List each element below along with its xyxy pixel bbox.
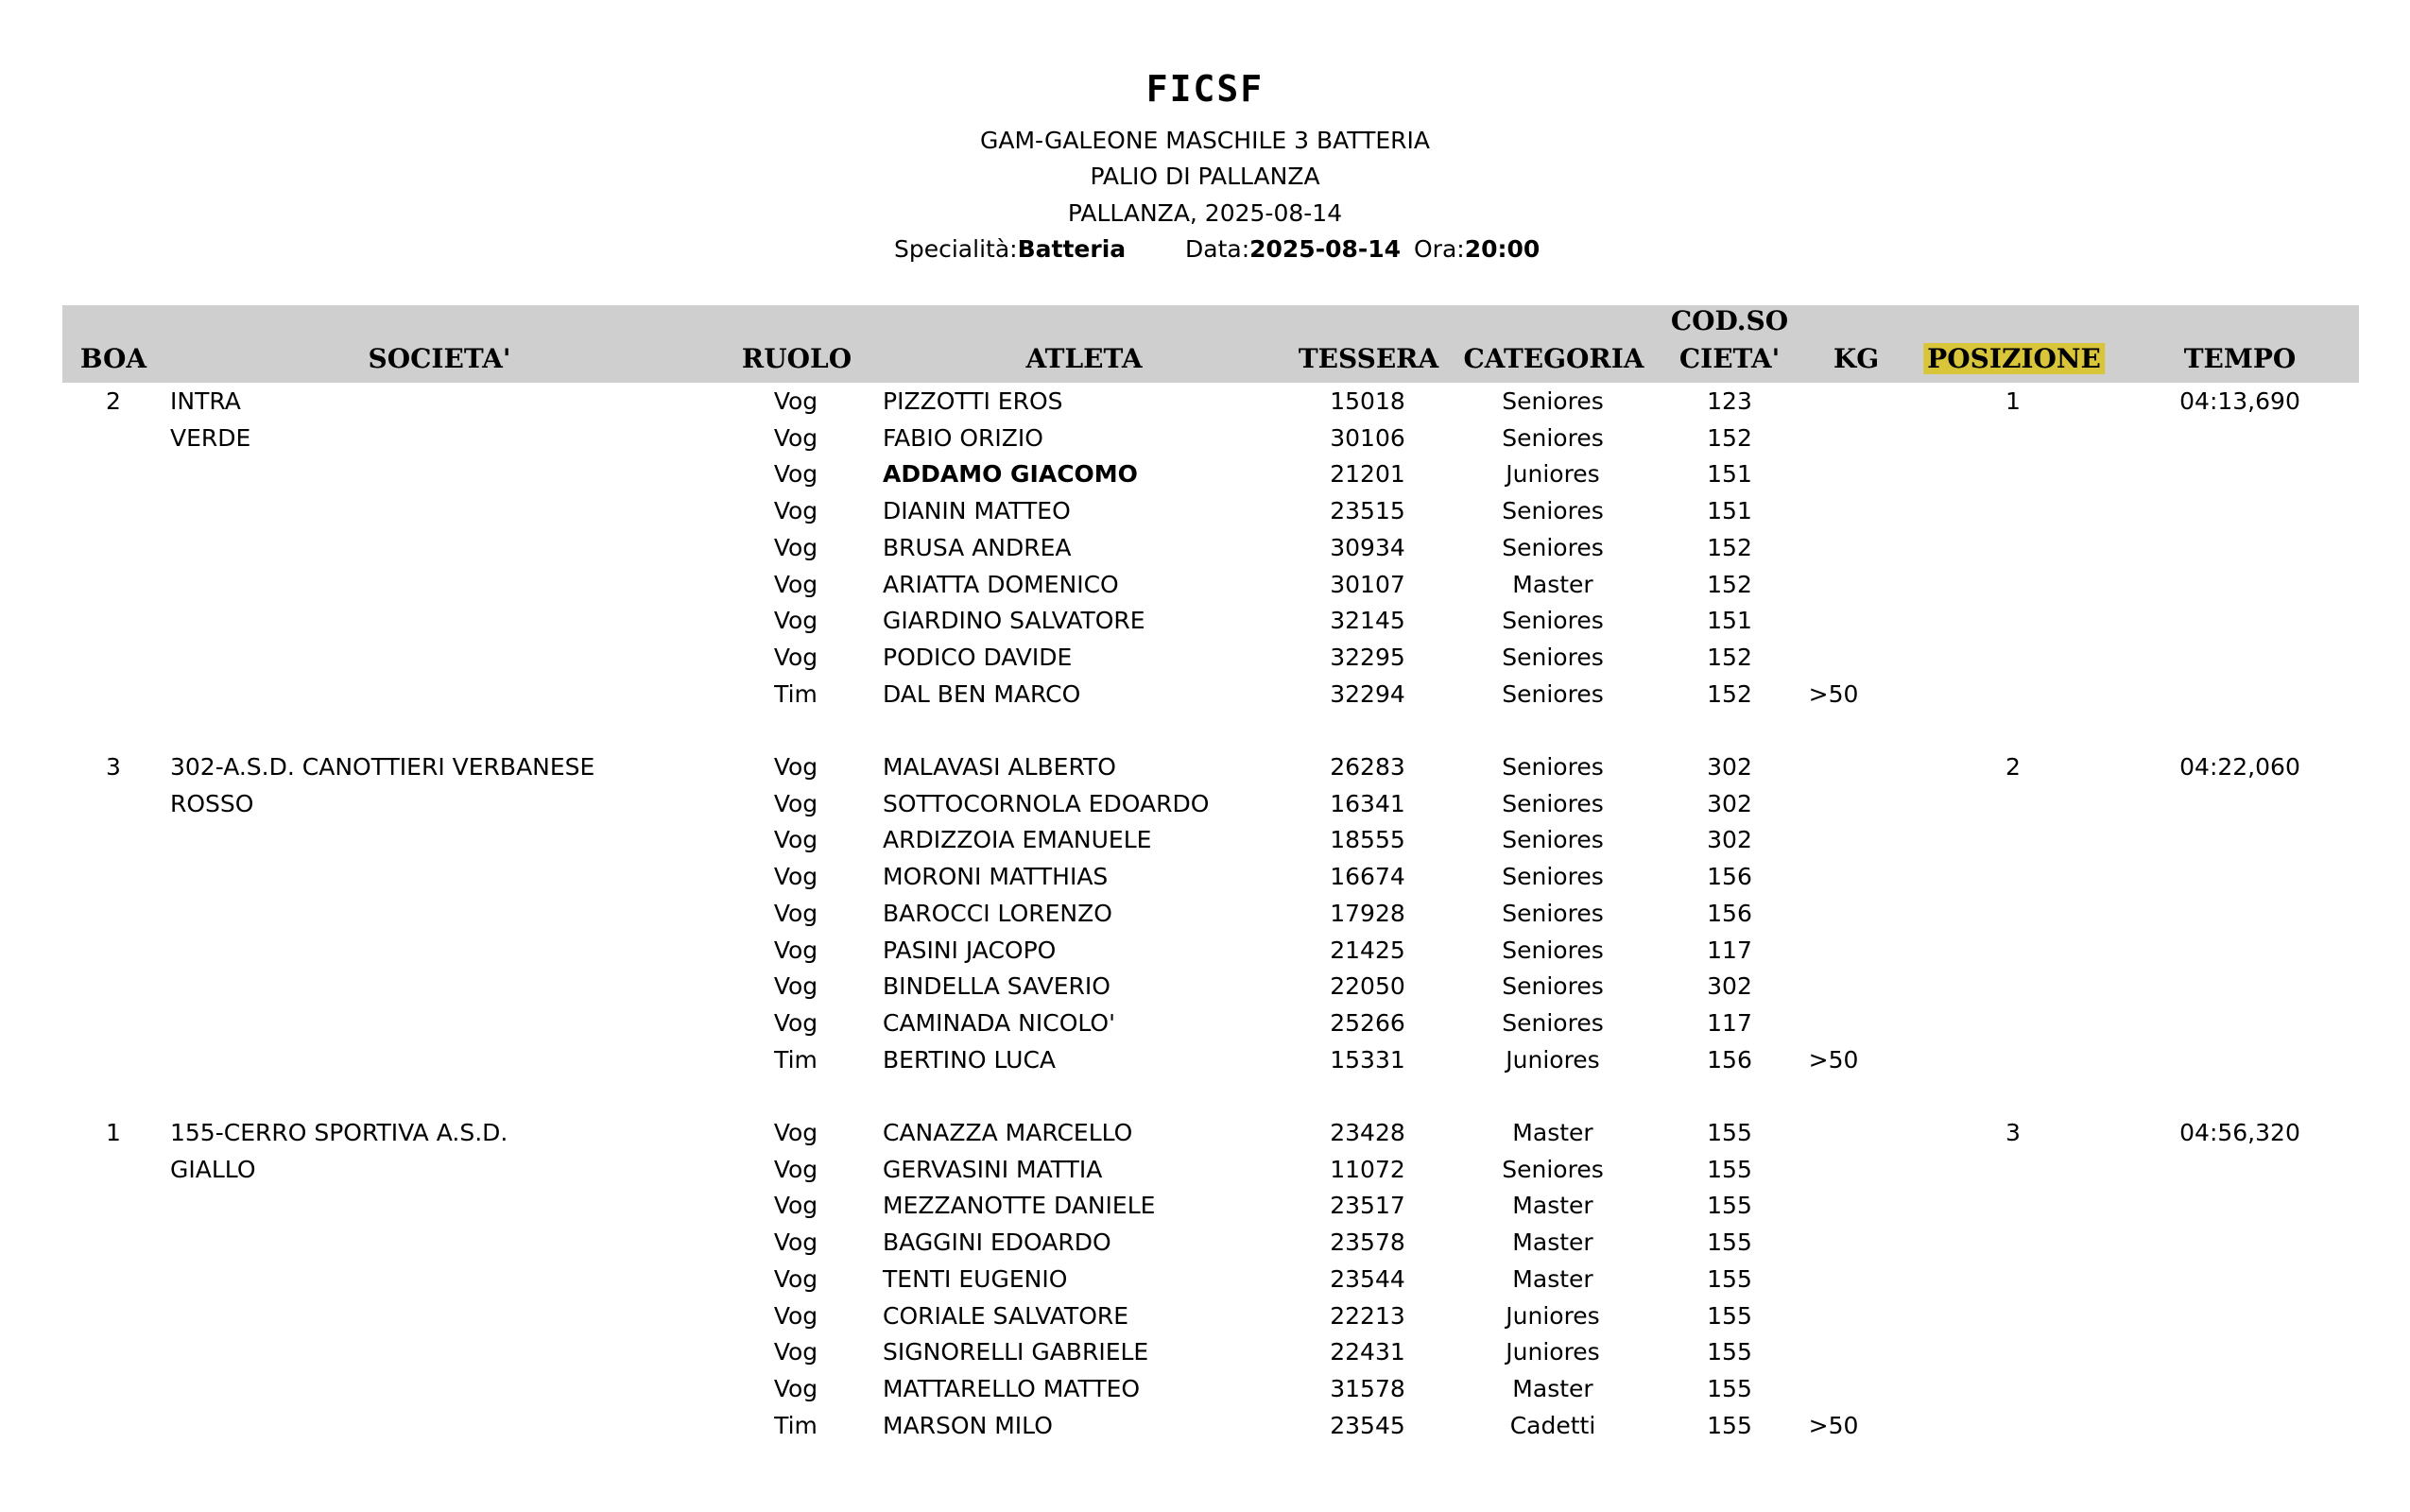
tessera-cell: 15331 <box>1330 1045 1405 1074</box>
tessera-cell: 23544 <box>1330 1264 1405 1293</box>
ruolo-cell: Vog <box>773 607 818 635</box>
tessera-cell: 23515 <box>1330 497 1405 525</box>
ruolo-cell: Vog <box>773 1301 818 1330</box>
table-row <box>0 749 2410 785</box>
data-field <box>1185 232 1401 267</box>
table-row <box>0 567 2410 603</box>
atleta-cell: ARDIZZOIA EMANUELE <box>883 826 1152 854</box>
categoria-cell: Seniores <box>1502 497 1604 525</box>
categoria-cell: Master <box>1512 1264 1593 1293</box>
cod-societa-cell: 151 <box>1707 497 1752 525</box>
atleta-cell: BINDELLA SAVERIO <box>883 972 1110 1001</box>
cod-societa-cell: 151 <box>1707 460 1752 489</box>
cod-societa-cell: 302 <box>1707 753 1752 781</box>
ruolo-cell: Vog <box>773 643 818 671</box>
tessera-cell: 23517 <box>1330 1192 1405 1220</box>
tessera-cell: 22050 <box>1330 972 1405 1001</box>
cod-societa-cell: 155 <box>1707 1301 1752 1330</box>
tempo-cell: 04:56,320 <box>2179 1119 2300 1146</box>
tessera-cell: 21201 <box>1330 460 1405 489</box>
boa-cell: 3 <box>106 753 121 781</box>
ruolo-cell: Vog <box>773 1155 818 1183</box>
cod-societa-cell: 155 <box>1707 1155 1752 1183</box>
specialita-value: Batteria <box>1017 235 1127 263</box>
col-atleta: ATLETA <box>1025 343 1143 374</box>
categoria-cell: Master <box>1512 1119 1593 1146</box>
atleta-cell: BAROCCI LORENZO <box>883 899 1112 927</box>
cod-societa-cell: 151 <box>1707 607 1752 635</box>
atleta-cell: DIANIN MATTEO <box>883 497 1071 525</box>
ruolo-cell: Vog <box>773 570 818 598</box>
atleta-cell: SIGNORELLI GABRIELE <box>883 1338 1149 1366</box>
table-row <box>0 1115 2410 1151</box>
tessera-cell: 30107 <box>1330 570 1405 598</box>
tessera-cell: 16341 <box>1330 789 1405 817</box>
specialita-label: Specialità: <box>894 235 1018 263</box>
ruolo-cell: Vog <box>773 1338 818 1366</box>
categoria-cell: Juniores <box>1506 1338 1600 1366</box>
categoria-cell: Seniores <box>1502 679 1604 708</box>
cod-societa-cell: 156 <box>1707 899 1752 927</box>
ruolo-cell: Tim <box>774 1411 818 1439</box>
table-row <box>0 859 2410 895</box>
ruolo-cell: Vog <box>773 1119 818 1146</box>
atleta-cell: CORIALE SALVATORE <box>883 1301 1129 1330</box>
categoria-cell: Seniores <box>1502 1008 1604 1037</box>
ruolo-cell: Vog <box>773 497 818 525</box>
tessera-cell: 31578 <box>1330 1374 1405 1402</box>
tessera-cell: 32295 <box>1330 643 1405 671</box>
data-value: 2025-08-14 <box>1249 235 1402 263</box>
posizione-cell: 2 <box>2005 753 2021 781</box>
ruolo-cell: Vog <box>773 1374 818 1402</box>
categoria-cell: Seniores <box>1502 826 1604 854</box>
atleta-cell: MEZZANOTTE DANIELE <box>883 1192 1156 1220</box>
ruolo-cell: Vog <box>773 753 818 781</box>
col-categoria: CATEGORIA <box>1463 343 1644 374</box>
tessera-cell: 32294 <box>1330 679 1405 708</box>
event-title: GAM-GALEONE MASCHILE 3 BATTERIA <box>979 127 1431 154</box>
tessera-cell: 17928 <box>1330 899 1405 927</box>
table-row <box>0 822 2410 858</box>
palio-title: PALIO DI PALLANZA <box>1090 163 1320 190</box>
colore-cell: ROSSO <box>170 789 254 817</box>
categoria-cell: Seniores <box>1502 607 1604 635</box>
tessera-cell: 23578 <box>1330 1228 1405 1257</box>
atleta-cell: ARIATTA DOMENICO <box>883 570 1119 598</box>
table-header <box>62 305 2359 383</box>
atleta-cell: DAL BEN MARCO <box>883 679 1081 708</box>
cod-societa-cell: 302 <box>1707 972 1752 1001</box>
cod-societa-cell: 155 <box>1707 1192 1752 1220</box>
cod-societa-cell: 123 <box>1707 387 1752 415</box>
cod-societa-cell: 152 <box>1707 570 1752 598</box>
tessera-cell: 23428 <box>1330 1119 1405 1146</box>
cod-societa-cell: 156 <box>1707 863 1752 891</box>
table-row <box>0 640 2410 676</box>
table-row <box>0 421 2410 456</box>
atleta-cell: MORONI MATTHIAS <box>883 863 1109 891</box>
col-codsoc-line1: COD.SO <box>1670 305 1789 336</box>
cod-societa-cell: 155 <box>1707 1228 1752 1257</box>
posizione-highlight: POSIZIONE <box>1923 343 2105 374</box>
table-row <box>0 1371 2410 1407</box>
ruolo-cell: Vog <box>773 423 818 452</box>
cod-societa-cell: 152 <box>1707 643 1752 671</box>
colore-cell: GIALLO <box>170 1155 256 1183</box>
categoria-cell: Seniores <box>1502 936 1604 964</box>
table-row <box>0 1188 2410 1224</box>
tessera-cell: 21425 <box>1330 936 1405 964</box>
atleta-cell: PIZZOTTI EROS <box>883 387 1063 415</box>
colore-cell: VERDE <box>170 423 251 452</box>
kg-cell: >50 <box>1808 1411 1859 1439</box>
table-row <box>0 456 2410 492</box>
societa-cell: 155-CERRO SPORTIVA A.S.D. <box>170 1119 508 1146</box>
table-row <box>0 1334 2410 1370</box>
boa-cell: 2 <box>106 387 121 415</box>
categoria-cell: Seniores <box>1502 423 1604 452</box>
categoria-cell: Seniores <box>1502 753 1604 781</box>
ruolo-cell: Vog <box>773 936 818 964</box>
categoria-cell: Seniores <box>1502 899 1604 927</box>
col-tempo: TEMPO <box>2183 343 2297 374</box>
tessera-cell: 30934 <box>1330 533 1405 561</box>
org-title: FICSF <box>1145 68 1265 110</box>
ruolo-cell: Vog <box>773 1264 818 1293</box>
cod-societa-cell: 155 <box>1707 1411 1752 1439</box>
cod-societa-cell: 156 <box>1707 1045 1752 1074</box>
table-row <box>0 1225 2410 1261</box>
atleta-cell: BERTINO LUCA <box>883 1045 1057 1074</box>
table-row <box>0 677 2410 713</box>
tessera-cell: 26283 <box>1330 753 1405 781</box>
tessera-cell: 11072 <box>1330 1155 1405 1183</box>
atleta-cell: CAMINADA NICOLO' <box>883 1008 1115 1037</box>
atleta-cell: GERVASINI MATTIA <box>883 1155 1103 1183</box>
ruolo-cell: Vog <box>773 972 818 1001</box>
categoria-cell: Seniores <box>1502 1155 1604 1183</box>
col-ruolo: RUOLO <box>741 343 852 374</box>
ruolo-cell: Vog <box>773 863 818 891</box>
table-row <box>0 786 2410 822</box>
categoria-cell: Seniores <box>1502 533 1604 561</box>
cod-societa-cell: 117 <box>1707 1008 1752 1037</box>
table-row <box>0 1005 2410 1041</box>
tessera-cell: 32145 <box>1330 607 1405 635</box>
atleta-cell: FABIO ORIZIO <box>883 423 1043 452</box>
atleta-cell: MARSON MILO <box>883 1411 1053 1439</box>
cod-societa-cell: 117 <box>1707 936 1752 964</box>
societa-cell: 302-A.S.D. CANOTTIERI VERBANESE <box>170 753 595 781</box>
col-tessera: TESSERA <box>1298 343 1439 374</box>
tempo-cell: 04:13,690 <box>2179 387 2300 415</box>
table-row <box>0 530 2410 566</box>
atleta-cell: CANAZZA MARCELLO <box>883 1119 1133 1146</box>
table-row <box>0 384 2410 420</box>
boa-cell: 1 <box>106 1119 121 1146</box>
atleta-cell: PASINI JACOPO <box>883 936 1057 964</box>
tessera-cell: 15018 <box>1330 387 1405 415</box>
atleta-cell: SOTTOCORNOLA EDOARDO <box>883 789 1210 817</box>
atleta-cell: ADDAMO GIACOMO <box>883 460 1138 489</box>
cod-societa-cell: 302 <box>1707 826 1752 854</box>
ruolo-cell: Vog <box>773 1008 818 1037</box>
categoria-cell: Master <box>1512 1228 1593 1257</box>
categoria-cell: Master <box>1512 1192 1593 1220</box>
atleta-cell: TENTI EUGENIO <box>883 1264 1068 1293</box>
ruolo-cell: Vog <box>773 460 818 489</box>
cod-societa-cell: 155 <box>1707 1338 1752 1366</box>
tempo-cell: 04:22,060 <box>2179 753 2300 781</box>
categoria-cell: Seniores <box>1502 789 1604 817</box>
categoria-cell: Master <box>1512 1374 1593 1402</box>
categoria-cell: Juniores <box>1506 1045 1600 1074</box>
table-row <box>0 1042 2410 1078</box>
categoria-cell: Master <box>1512 570 1593 598</box>
ruolo-cell: Vog <box>773 1192 818 1220</box>
categoria-cell: Juniores <box>1506 460 1600 489</box>
kg-cell: >50 <box>1808 1045 1859 1074</box>
tessera-cell: 18555 <box>1330 826 1405 854</box>
cod-societa-cell: 155 <box>1707 1374 1752 1402</box>
cod-societa-cell: 152 <box>1707 423 1752 452</box>
ruolo-cell: Vog <box>773 1228 818 1257</box>
categoria-cell: Seniores <box>1502 972 1604 1001</box>
categoria-cell: Cadetti <box>1509 1411 1596 1439</box>
cod-societa-cell: 155 <box>1707 1119 1752 1146</box>
col-codsoc-line2: CIETA' <box>1678 343 1781 374</box>
atleta-cell: MALAVASI ALBERTO <box>883 753 1116 781</box>
kg-cell: >50 <box>1808 679 1859 708</box>
ora-field <box>1414 232 1540 267</box>
cod-societa-cell: 155 <box>1707 1264 1752 1293</box>
cod-societa-cell: 302 <box>1707 789 1752 817</box>
cod-societa-cell: 152 <box>1707 533 1752 561</box>
atleta-cell: BRUSA ANDREA <box>883 533 1072 561</box>
col-posizione <box>1923 343 2105 374</box>
ora-value: 20:00 <box>1464 235 1541 263</box>
table-row <box>0 493 2410 529</box>
societa-cell: INTRA <box>170 387 241 415</box>
ruolo-cell: Vog <box>773 533 818 561</box>
data-label: Data: <box>1185 235 1250 263</box>
table-row <box>0 1408 2410 1444</box>
tessera-cell: 22431 <box>1330 1338 1405 1366</box>
col-societa: SOCIETA' <box>368 343 511 374</box>
categoria-cell: Seniores <box>1502 643 1604 671</box>
atleta-cell: GIARDINO SALVATORE <box>883 607 1145 635</box>
tessera-cell: 16674 <box>1330 863 1405 891</box>
ruolo-cell: Tim <box>774 1045 818 1074</box>
table-row <box>0 1298 2410 1334</box>
ora-label: Ora: <box>1414 235 1465 263</box>
table-row <box>0 933 2410 969</box>
col-kg: KG <box>1833 343 1880 374</box>
table-row <box>0 1262 2410 1297</box>
atleta-cell: BAGGINI EDOARDO <box>883 1228 1111 1257</box>
col-boa: BOA <box>79 343 147 374</box>
table-row <box>0 1152 2410 1188</box>
table-row <box>0 896 2410 932</box>
ruolo-cell: Vog <box>773 899 818 927</box>
tessera-cell: 30106 <box>1330 423 1405 452</box>
ruolo-cell: Tim <box>774 679 818 708</box>
categoria-cell: Seniores <box>1502 863 1604 891</box>
posizione-cell: 3 <box>2005 1119 2021 1146</box>
cod-societa-cell: 152 <box>1707 679 1752 708</box>
tessera-cell: 25266 <box>1330 1008 1405 1037</box>
tessera-cell: 23545 <box>1330 1411 1405 1439</box>
ruolo-cell: Vog <box>773 789 818 817</box>
table-row <box>0 969 2410 1005</box>
place-date: PALLANZA, 2025-08-14 <box>1067 199 1343 227</box>
categoria-cell: Juniores <box>1506 1301 1600 1330</box>
atleta-cell: MATTARELLO MATTEO <box>883 1374 1141 1402</box>
posizione-cell: 1 <box>2005 387 2021 415</box>
tessera-cell: 22213 <box>1330 1301 1405 1330</box>
ruolo-cell: Vog <box>773 826 818 854</box>
specialita-field <box>894 232 1126 267</box>
categoria-cell: Seniores <box>1502 387 1604 415</box>
atleta-cell: PODICO DAVIDE <box>883 643 1073 671</box>
ruolo-cell: Vog <box>773 387 818 415</box>
table-row <box>0 603 2410 639</box>
